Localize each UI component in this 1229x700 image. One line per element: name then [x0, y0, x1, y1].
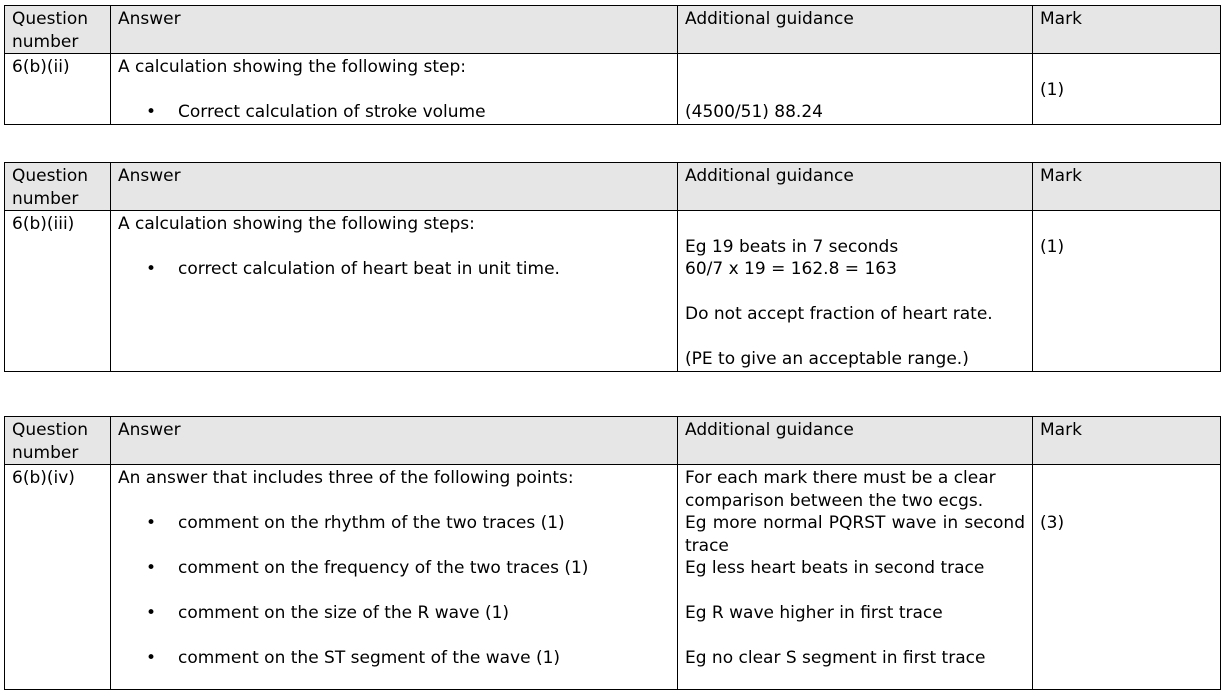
answer-bullet: • comment on the rhythm of the two traces (1) [146, 513, 565, 533]
answer-intro: A calculation showing the following steps: [118, 214, 475, 234]
answer-cell [111, 54, 678, 125]
guidance-text: 60/7 x 19 = 162.8 = 163 [685, 259, 897, 279]
header-question-number: Question number [5, 163, 111, 211]
header-additional-guidance: Additional guidance [678, 6, 1033, 54]
header-row [5, 163, 1221, 211]
answer-cell [111, 465, 678, 690]
guidance-text: Eg 19 beats in 7 seconds [685, 236, 899, 257]
answer-bullet: • comment on the size of the R wave (1) [146, 603, 510, 623]
bullet-icon: • [146, 558, 157, 578]
mark-cell [1033, 465, 1221, 690]
header-mark: Mark [1033, 417, 1221, 465]
header-answer: Answer [111, 6, 678, 54]
header-row [5, 6, 1221, 54]
mark-cell [1033, 54, 1221, 125]
guidance-text: Eg more normal PQRST wave in second trace [685, 513, 1025, 556]
mark-cell [1033, 211, 1221, 372]
mark-value: (1) [1040, 236, 1065, 257]
question-number: 6(b)(iv) [5, 465, 111, 690]
bullet-icon: • [146, 259, 157, 279]
header-question-number: Question number [5, 6, 111, 54]
question-row [5, 54, 1221, 125]
question-number: 6(b)(iii) [5, 211, 111, 372]
bullet-icon: • [146, 513, 157, 533]
answer-intro: An answer that includes three of the following points: [118, 468, 574, 488]
answer-cell [111, 211, 678, 372]
header-additional-guidance: Additional guidance [678, 163, 1033, 211]
answer-intro: A calculation showing the following step: [118, 57, 467, 77]
header-row [5, 417, 1221, 465]
header-answer: Answer [111, 417, 678, 465]
guidance-cell [678, 211, 1033, 372]
guidance-cell [678, 54, 1033, 125]
question-row [5, 211, 1221, 372]
header-answer: Answer [111, 163, 678, 211]
header-mark: Mark [1033, 6, 1221, 54]
guidance-text: (4500/51) 88.24 [685, 102, 823, 122]
guidance-text: (PE to give an acceptable range.) [685, 349, 969, 369]
mark-scheme-table-6bii [4, 5, 1221, 125]
guidance-cell [678, 465, 1033, 690]
guidance-text: For each mark there must be a clear comparison between the two ecgs. [685, 468, 996, 511]
question-row [5, 465, 1221, 690]
answer-bullet: • correct calculation of heart beat in unit time. [146, 259, 560, 279]
header-additional-guidance: Additional guidance [678, 417, 1033, 465]
mark-value: (3) [1040, 513, 1065, 533]
guidance-text: Eg less heart beats in second trace [685, 558, 985, 578]
header-question-number: Question number [5, 417, 111, 465]
mark-scheme-table-6biii [4, 162, 1221, 372]
question-number: 6(b)(ii) [5, 54, 111, 125]
answer-bullet: • comment on the ST segment of the wave (1) [146, 648, 561, 668]
bullet-icon: • [146, 603, 157, 623]
guidance-text: Eg R wave higher in first trace [685, 603, 943, 623]
answer-bullet: • Correct calculation of stroke volume [146, 102, 486, 122]
guidance-text: Do not accept fraction of heart rate. [685, 304, 993, 324]
bullet-icon: • [146, 102, 157, 122]
bullet-icon: • [146, 648, 157, 668]
answer-bullet: • comment on the frequency of the two traces (1) [146, 558, 589, 578]
mark-scheme-table-6biv [4, 416, 1221, 690]
mark-value: (1) [1040, 79, 1065, 100]
header-mark: Mark [1033, 163, 1221, 211]
guidance-text: Eg no clear S segment in first trace [685, 648, 986, 668]
